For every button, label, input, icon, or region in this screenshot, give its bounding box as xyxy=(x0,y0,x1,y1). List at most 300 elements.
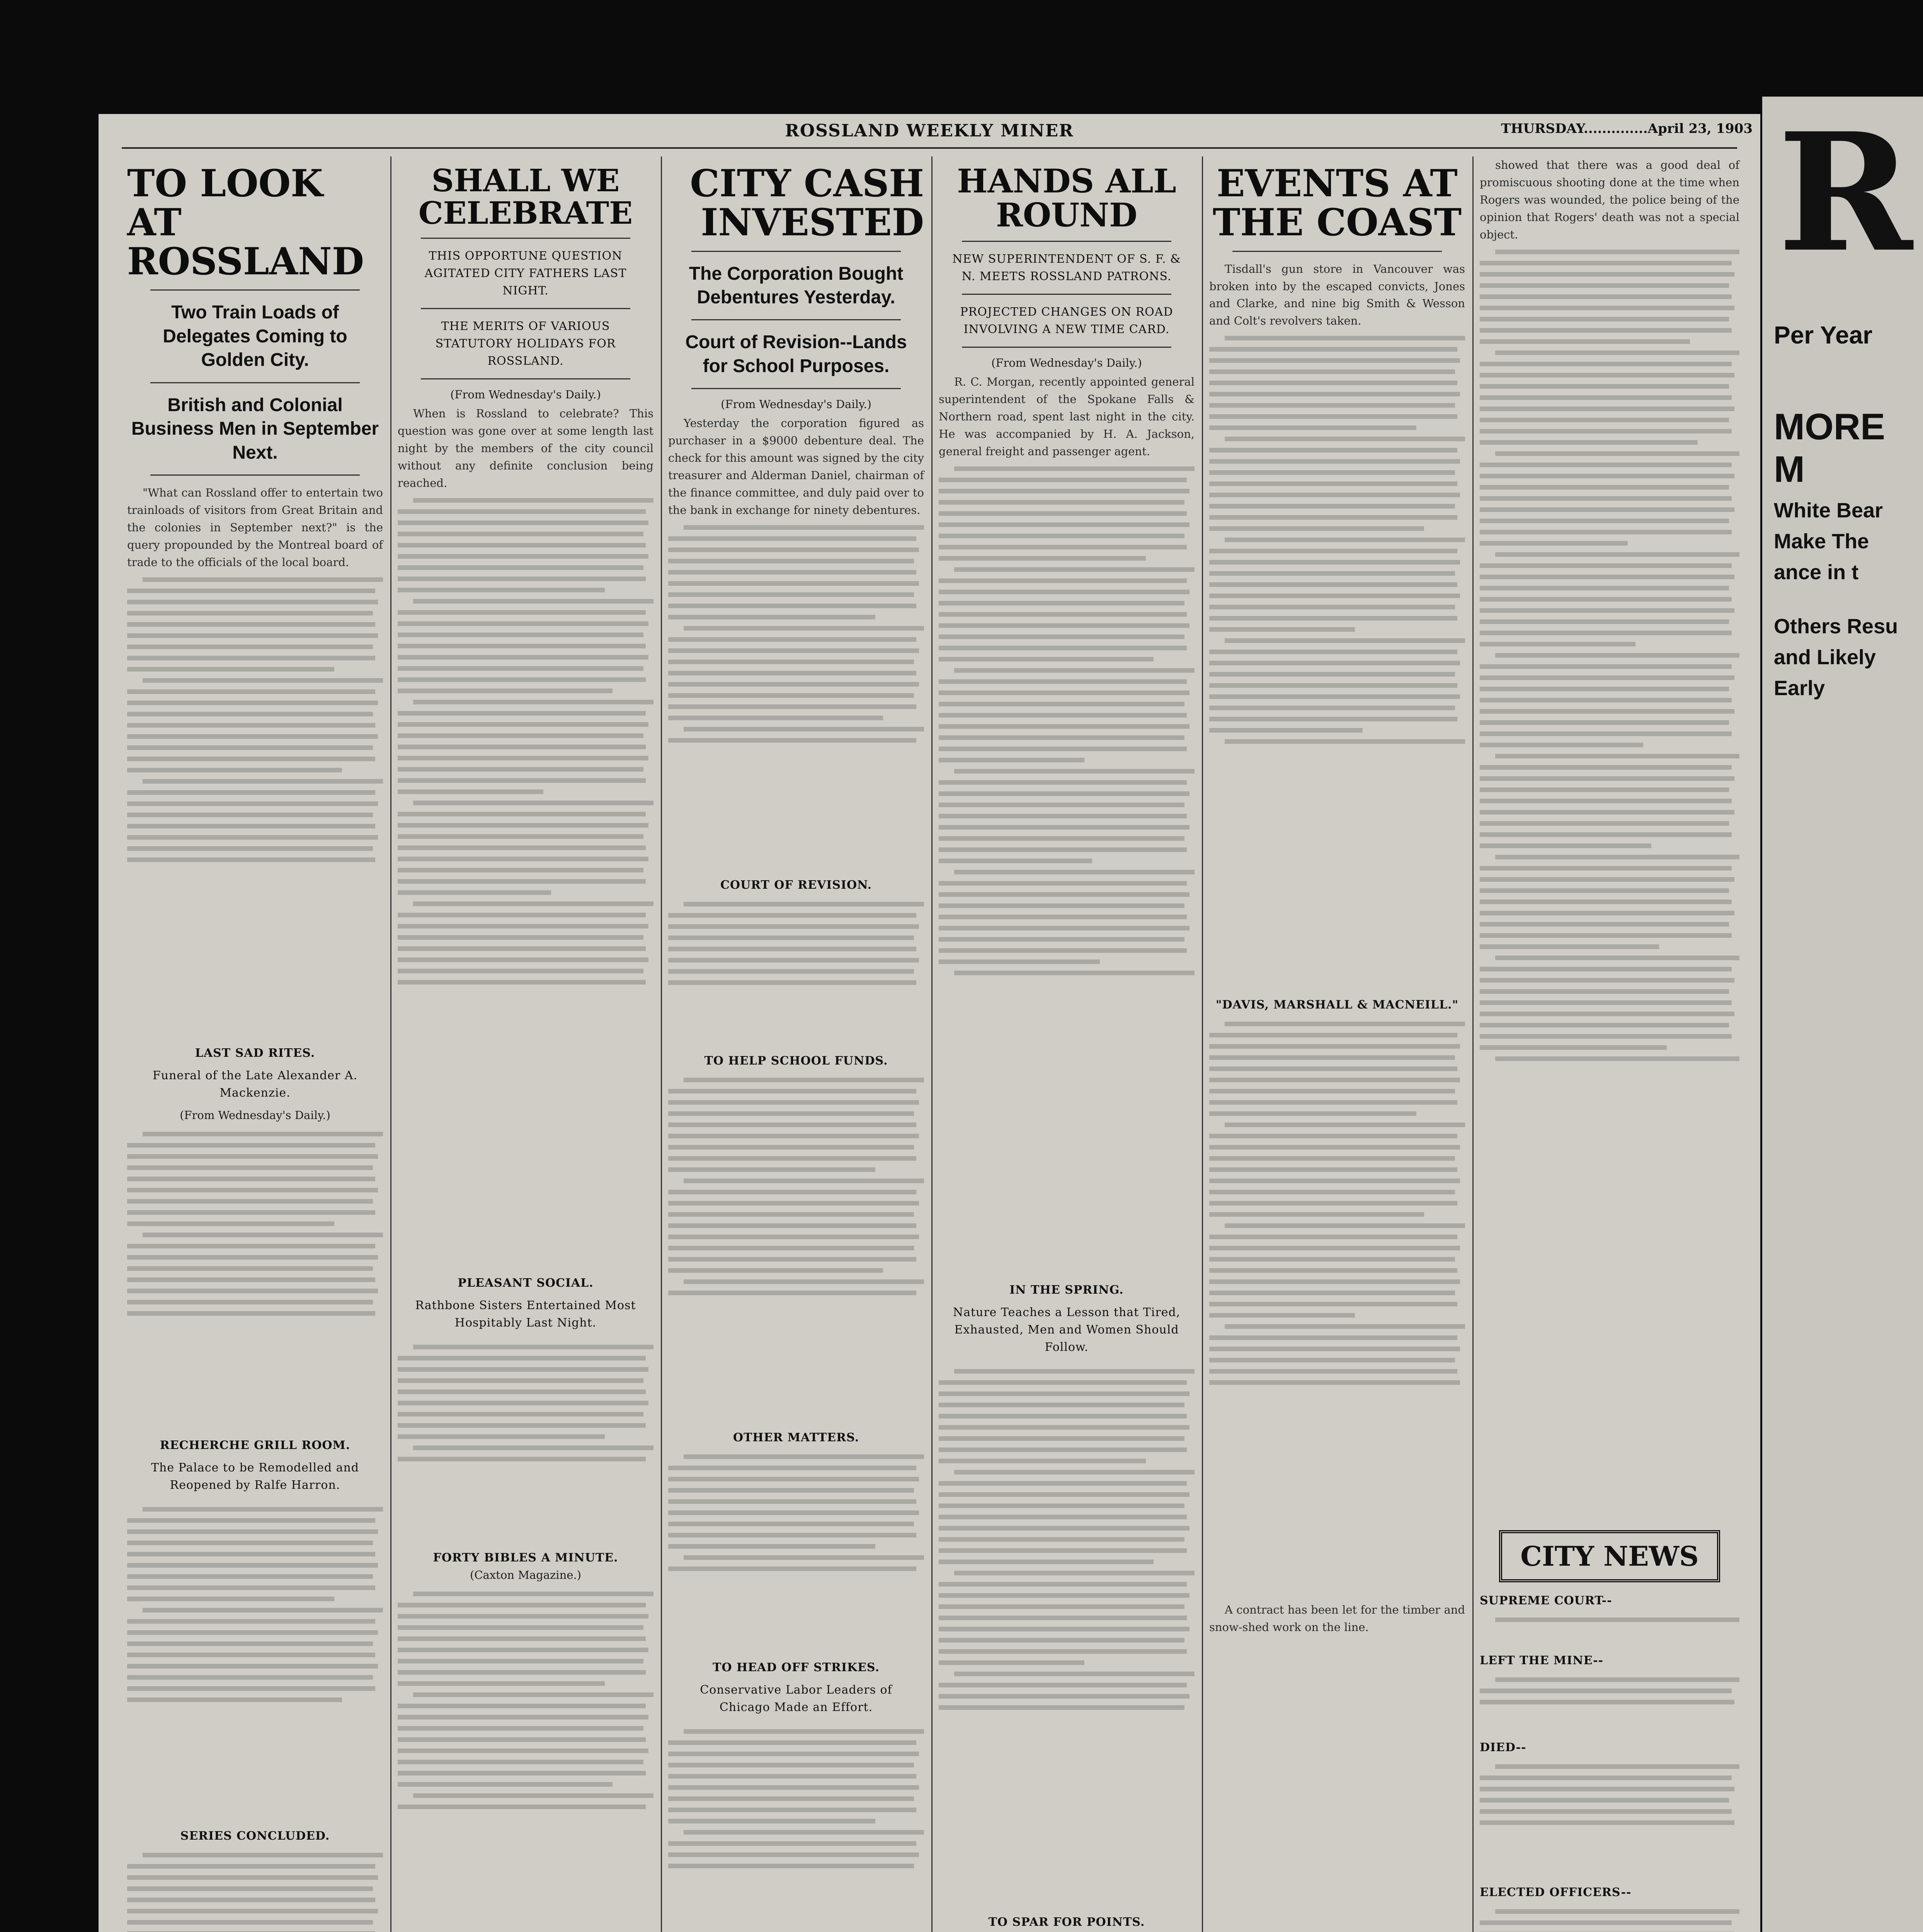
text-line xyxy=(398,1378,643,1383)
text-line xyxy=(939,814,1187,818)
city-news-box: CITY NEWS xyxy=(1499,1530,1720,1582)
edge-headline: MORE M xyxy=(1774,406,1885,490)
text-line xyxy=(668,1268,883,1273)
text-line xyxy=(1480,429,1732,434)
text-line xyxy=(1480,989,1729,994)
text-line xyxy=(1495,754,1739,759)
text-line xyxy=(939,545,1187,549)
text-line xyxy=(1480,776,1734,781)
text-line xyxy=(398,823,648,828)
text-line xyxy=(413,1793,653,1798)
text-line xyxy=(668,947,916,951)
news-item-title: LEFT THE MINE-- xyxy=(1480,1653,1603,1667)
text-line xyxy=(398,733,643,738)
text-line xyxy=(668,1212,914,1217)
text-line xyxy=(668,1499,916,1504)
text-line xyxy=(1480,519,1729,523)
edge-deck: White Bear xyxy=(1774,499,1883,522)
text-line xyxy=(127,1664,378,1668)
text-line xyxy=(939,1414,1187,1418)
text-line xyxy=(939,791,1190,796)
text-line xyxy=(668,1819,875,1823)
text-line xyxy=(1480,978,1734,983)
text-line xyxy=(668,1122,916,1127)
text-line xyxy=(398,980,646,985)
column-rule xyxy=(661,156,662,1932)
text-line xyxy=(1209,381,1457,385)
text-line xyxy=(668,615,875,619)
text-line xyxy=(398,935,643,940)
text-line xyxy=(1209,706,1455,710)
edge-deck: and Likely xyxy=(1774,646,1876,669)
text-line xyxy=(939,702,1184,706)
text-line xyxy=(939,926,1190,930)
text-line xyxy=(398,789,543,794)
text-line xyxy=(398,913,646,917)
text-line xyxy=(1209,347,1457,352)
credit-line: (From Wednesday's Daily.) xyxy=(991,356,1142,370)
column-rule xyxy=(931,156,933,1932)
text-line xyxy=(668,1111,914,1116)
text-line xyxy=(398,1704,646,1708)
text-line xyxy=(127,1886,373,1891)
text-line xyxy=(413,1446,653,1450)
text-line xyxy=(1209,571,1455,576)
credit-line: (Caxton Magazine.) xyxy=(470,1568,581,1582)
text-line xyxy=(1480,866,1732,871)
text-line xyxy=(939,623,1190,628)
text-line xyxy=(1209,493,1460,497)
text-line xyxy=(1480,339,1690,344)
text-line xyxy=(127,1289,378,1293)
text-line xyxy=(398,1670,646,1675)
text-line xyxy=(1480,507,1734,512)
section-title: PLEASANT SOCIAL. xyxy=(458,1276,594,1290)
text-line xyxy=(413,1692,653,1697)
article-lead: When is Rossland to celebrate? This question was gone over at some length last night by the members of the city council without any definite conclusion being reached. xyxy=(398,407,653,490)
text-line xyxy=(939,679,1187,684)
text-line xyxy=(668,604,916,608)
deck: THIS OPPORTUNE QUESTION AGITATED CITY FATHERS LAST NIGHT. xyxy=(424,249,627,298)
text-line xyxy=(398,610,646,615)
text-line xyxy=(668,660,914,664)
text-line xyxy=(1480,530,1732,534)
text-line xyxy=(1209,392,1460,396)
divider xyxy=(1232,251,1442,252)
text-line xyxy=(1209,1302,1457,1306)
text-line xyxy=(398,845,646,850)
article-body xyxy=(1480,1903,1739,1932)
text-line xyxy=(939,1537,1184,1542)
text-line xyxy=(1209,515,1457,520)
text-line xyxy=(668,1808,916,1812)
text-line xyxy=(668,913,916,918)
text-line xyxy=(939,1526,1190,1531)
text-line xyxy=(143,577,383,582)
text-line xyxy=(954,1571,1195,1575)
text-line xyxy=(1480,272,1734,277)
text-line xyxy=(939,1447,1187,1452)
section-subtitle: Conservative Labor Leaders of Chicago Made an Effort. xyxy=(700,1683,892,1714)
text-line xyxy=(1480,317,1729,321)
text-line xyxy=(1209,1257,1455,1262)
text-line xyxy=(143,1608,383,1612)
text-line xyxy=(668,1291,916,1295)
text-line xyxy=(1480,575,1734,579)
text-line xyxy=(668,935,914,940)
text-line xyxy=(1480,922,1729,927)
article-body xyxy=(668,519,924,867)
text-line xyxy=(1480,967,1732,971)
text-line xyxy=(127,1277,375,1282)
text-line xyxy=(1209,1235,1457,1239)
text-line xyxy=(939,657,1154,662)
text-line xyxy=(1480,642,1635,646)
text-line xyxy=(939,522,1190,527)
text-line xyxy=(398,1625,643,1630)
text-line xyxy=(939,1436,1184,1441)
section-title: COURT OF REVISION. xyxy=(720,878,872,892)
deck: The Corporation Bought Debentures Yesterday. xyxy=(689,263,904,308)
text-line xyxy=(127,588,375,593)
text-line xyxy=(939,478,1187,482)
text-line xyxy=(668,1134,919,1138)
text-line xyxy=(1209,1268,1457,1273)
text-line xyxy=(127,667,334,672)
text-line xyxy=(684,626,924,631)
column-rule xyxy=(1202,156,1203,1932)
text-line xyxy=(398,666,643,671)
text-line xyxy=(127,768,342,772)
text-line xyxy=(1480,1000,1732,1005)
text-line xyxy=(398,879,646,884)
text-line xyxy=(939,578,1187,583)
text-line xyxy=(1209,605,1455,609)
text-line xyxy=(954,870,1195,874)
text-line xyxy=(398,1760,643,1764)
text-line xyxy=(1480,485,1729,490)
signature-line: "DAVIS, MARSHALL & MACNEILL." xyxy=(1215,998,1459,1012)
text-line xyxy=(127,1541,373,1545)
text-line xyxy=(668,1235,919,1239)
text-line xyxy=(127,712,373,716)
text-line xyxy=(684,1555,924,1560)
text-line xyxy=(1480,619,1729,624)
text-line xyxy=(939,1380,1187,1385)
text-line xyxy=(1209,582,1457,587)
text-line xyxy=(939,724,1190,729)
text-line xyxy=(939,959,1100,964)
text-line xyxy=(939,1403,1184,1407)
text-line xyxy=(1495,956,1739,960)
text-line xyxy=(684,525,924,530)
article-lead: showed that there was a good deal of promiscuous shooting done at the time when Rogers was wounded, the police being of the opinion that Rogers' death was not a special object. xyxy=(1480,158,1739,241)
text-line xyxy=(398,1771,646,1776)
text-line xyxy=(939,690,1190,695)
text-line xyxy=(668,1100,919,1105)
text-line xyxy=(127,1210,375,1215)
text-line xyxy=(127,1864,375,1869)
text-line xyxy=(1480,911,1734,915)
article-body xyxy=(668,1723,924,1932)
text-line xyxy=(127,1199,373,1204)
text-line xyxy=(1209,650,1457,654)
text-line xyxy=(939,836,1184,841)
text-line xyxy=(1495,1909,1739,1914)
text-line xyxy=(684,1729,924,1734)
text-line xyxy=(1480,720,1729,725)
text-line xyxy=(398,1715,648,1719)
text-line xyxy=(668,581,919,586)
text-line xyxy=(668,1477,919,1481)
text-line xyxy=(143,1233,383,1237)
text-line xyxy=(398,689,613,693)
text-line xyxy=(1480,631,1732,635)
text-line xyxy=(939,1616,1187,1620)
top-rule xyxy=(122,147,1737,149)
text-line xyxy=(1225,1223,1465,1228)
text-line xyxy=(668,1257,916,1262)
text-line xyxy=(127,1875,378,1880)
text-line xyxy=(668,1796,914,1801)
text-line xyxy=(668,1864,914,1868)
credit-line: (From Wednesday's Daily.) xyxy=(450,388,601,401)
text-line xyxy=(127,689,375,694)
text-line xyxy=(127,1898,375,1902)
text-line xyxy=(1480,832,1732,837)
text-line xyxy=(1209,683,1457,688)
text-line xyxy=(939,511,1187,516)
text-line xyxy=(954,769,1195,774)
text-line xyxy=(398,520,648,525)
article-body xyxy=(127,1847,383,1932)
text-line xyxy=(1480,1023,1729,1027)
text-line xyxy=(1209,369,1455,374)
text-line xyxy=(668,637,916,642)
article-lead: R. C. Morgan, recently appointed general superintendent of the Spokane Falls & Northern road, spent last night in the city. He was accompanied by H. A. Jackson, general freight and passenger agent. xyxy=(939,375,1195,458)
text-line xyxy=(413,801,653,805)
text-line xyxy=(939,1638,1184,1643)
text-line xyxy=(939,847,1187,852)
text-line xyxy=(127,611,373,616)
text-line xyxy=(1209,403,1455,408)
section-title: OTHER MATTERS. xyxy=(733,1430,859,1444)
text-line xyxy=(1480,362,1732,366)
text-line xyxy=(668,648,919,653)
text-line xyxy=(668,1544,875,1549)
text-line xyxy=(413,700,653,704)
text-line xyxy=(1209,1167,1457,1172)
text-line xyxy=(939,825,1190,830)
section-subtitle: Nature Teaches a Lesson that Tired, Exhausted, Men and Women Should Follow. xyxy=(953,1306,1181,1354)
text-line xyxy=(1480,261,1732,265)
text-line xyxy=(1480,1689,1732,1693)
text-line xyxy=(1480,687,1729,691)
divider xyxy=(150,382,360,383)
text-line xyxy=(1480,373,1734,378)
text-line xyxy=(939,1705,1184,1710)
text-line xyxy=(1480,1034,1732,1039)
text-line xyxy=(413,498,653,503)
text-line xyxy=(413,599,653,604)
article-body xyxy=(1480,1611,1739,1642)
text-line xyxy=(1209,661,1460,665)
text-line xyxy=(668,671,916,675)
text-line xyxy=(668,704,916,709)
text-line xyxy=(939,489,1190,493)
deck: British and Colonial Business Men in September Next. xyxy=(131,395,379,463)
text-line xyxy=(398,868,643,872)
text-line xyxy=(668,1852,919,1857)
text-line xyxy=(127,1686,375,1691)
divider xyxy=(421,378,630,379)
text-line xyxy=(1209,1078,1460,1082)
text-line xyxy=(668,1763,914,1767)
text-line xyxy=(954,971,1195,975)
text-line xyxy=(684,727,924,731)
text-line xyxy=(668,1246,914,1250)
text-line xyxy=(1209,1201,1457,1206)
divider xyxy=(150,289,360,291)
divider xyxy=(962,347,1171,348)
text-line xyxy=(1209,594,1460,598)
text-line xyxy=(939,1649,1187,1654)
text-line xyxy=(1225,739,1465,744)
text-line xyxy=(939,1627,1190,1631)
text-line xyxy=(668,924,919,929)
news-item-title: DIED-- xyxy=(1480,1740,1526,1754)
text-line xyxy=(398,1648,648,1652)
text-line xyxy=(398,1804,646,1809)
text-line xyxy=(939,612,1187,617)
text-line xyxy=(127,745,373,750)
running-head xyxy=(99,121,1760,144)
headline-city-cash-invested: CITY CASH INVESTED xyxy=(690,162,924,244)
text-line xyxy=(939,881,1187,886)
text-line xyxy=(1209,1100,1457,1105)
text-line xyxy=(668,1167,875,1172)
text-line xyxy=(127,1641,373,1646)
text-line xyxy=(684,1078,924,1082)
text-line xyxy=(1209,717,1457,721)
price-line: Per Year xyxy=(1774,321,1873,349)
text-line xyxy=(398,812,646,816)
article-body xyxy=(1209,1015,1465,1595)
news-item-title: ELECTED OFFICERS-- xyxy=(1480,1885,1632,1899)
text-line xyxy=(668,1156,916,1161)
text-line xyxy=(143,678,383,683)
text-line xyxy=(398,1748,648,1753)
text-line xyxy=(1495,1764,1739,1769)
text-line xyxy=(1480,541,1628,546)
text-line xyxy=(1480,821,1729,826)
headline-events-at-the-coast: EVENTS AT THE COAST xyxy=(1212,162,1462,244)
column-6 xyxy=(1474,156,1745,1932)
text-line xyxy=(1209,470,1455,475)
text-line xyxy=(1480,463,1732,467)
text-line xyxy=(1209,627,1355,632)
text-line xyxy=(1209,1156,1455,1161)
text-line xyxy=(1209,1033,1457,1037)
text-line xyxy=(954,466,1195,471)
deck: Two Train Loads of Delegates Coming to Golden City. xyxy=(163,302,347,371)
text-line xyxy=(398,745,646,749)
text-line xyxy=(398,509,646,514)
text-line xyxy=(1225,1022,1465,1026)
text-line xyxy=(668,958,919,963)
text-line xyxy=(1480,1776,1732,1780)
article-body xyxy=(398,1585,653,1932)
text-line xyxy=(1480,664,1732,669)
text-line xyxy=(939,500,1184,505)
article-body xyxy=(1480,1671,1739,1729)
text-line xyxy=(1495,1677,1739,1682)
text-line xyxy=(398,565,643,570)
newspaper-page xyxy=(99,114,1760,1932)
text-line xyxy=(127,1529,378,1534)
text-line xyxy=(1209,1369,1457,1374)
text-line xyxy=(127,1188,378,1192)
text-line xyxy=(1480,877,1734,882)
text-line xyxy=(127,1266,373,1271)
article-lead: "What can Rossland offer to entertain two trainloads of visitors from Great Britain and the colonies in September next?" is the query propounded by the Montreal board of trade to the officials of the local board. xyxy=(127,486,383,569)
article-body xyxy=(1209,330,1465,986)
text-line xyxy=(127,633,378,638)
text-line xyxy=(1209,1066,1457,1071)
text-line xyxy=(684,1454,924,1459)
text-line xyxy=(668,716,883,720)
text-line xyxy=(398,969,643,973)
text-line xyxy=(668,1201,919,1206)
text-line xyxy=(1209,549,1457,553)
column-rule xyxy=(1472,156,1474,1932)
text-line xyxy=(398,1367,648,1372)
text-line xyxy=(398,633,643,637)
text-line xyxy=(127,790,375,795)
text-line xyxy=(398,1356,646,1361)
text-line xyxy=(1480,743,1643,747)
text-line xyxy=(127,645,373,649)
text-line xyxy=(668,980,916,985)
text-line xyxy=(398,890,551,895)
text-line xyxy=(398,554,648,559)
text-line xyxy=(954,1470,1195,1475)
text-line xyxy=(1209,448,1457,452)
text-line xyxy=(398,924,648,929)
text-line xyxy=(1480,496,1732,501)
text-line xyxy=(939,1593,1190,1598)
text-line xyxy=(1480,306,1734,310)
text-line xyxy=(1209,694,1460,699)
section-title: TO HEAD OFF STRIKES. xyxy=(713,1660,880,1674)
text-line xyxy=(1480,474,1734,478)
text-line xyxy=(413,1592,653,1596)
text-line xyxy=(939,634,1184,639)
text-line xyxy=(939,1459,1146,1463)
text-line xyxy=(127,1563,378,1568)
text-line xyxy=(668,548,919,552)
text-line xyxy=(1225,336,1465,340)
text-line xyxy=(127,1244,375,1248)
text-line xyxy=(127,1552,375,1556)
text-line xyxy=(143,779,383,784)
text-line xyxy=(939,937,1184,942)
text-line xyxy=(1209,1044,1460,1049)
text-line xyxy=(1480,731,1732,736)
text-line xyxy=(1495,250,1739,254)
text-line xyxy=(1480,406,1734,411)
text-line xyxy=(939,1548,1187,1553)
